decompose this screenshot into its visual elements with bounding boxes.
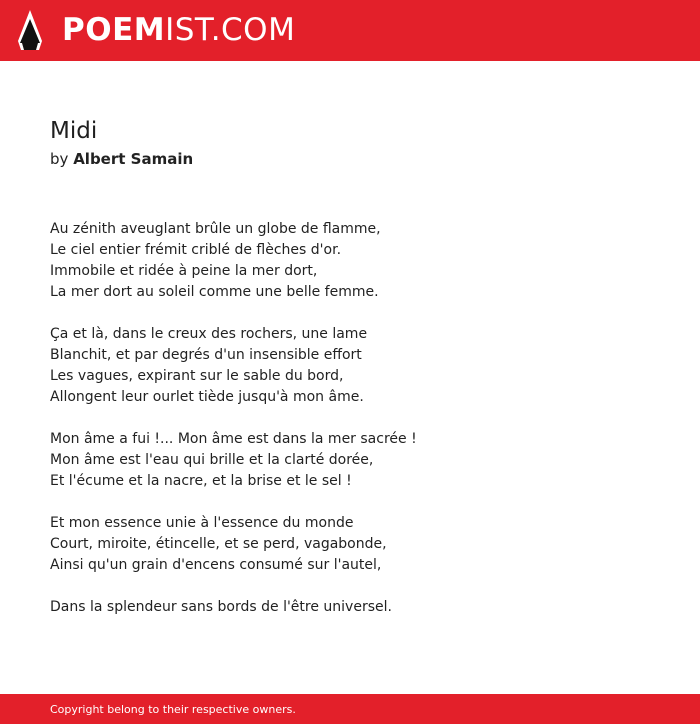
site-footer xyxy=(0,694,700,724)
poem-line: Mon âme a fui !... Mon âme est dans la mer sacrée ! xyxy=(50,431,417,447)
poem-line: Ainsi qu'un grain d'encens consumé sur l'autel, xyxy=(50,557,382,573)
site-logo-text[interactable] xyxy=(62,12,295,48)
logo-strong-text: POEM xyxy=(62,12,166,48)
author-name: Albert Samain xyxy=(73,150,194,168)
poem-body xyxy=(50,219,650,639)
poem-line: Court, miroite, étincelle, et se perd, vagabonde, xyxy=(50,536,387,552)
byline xyxy=(50,149,193,169)
stanza xyxy=(50,429,650,492)
stanza xyxy=(50,324,650,408)
poem-line: Ça et là, dans le creux des rochers, une lame xyxy=(50,326,368,342)
poem-line: Immobile et ridée à peine la mer dort, xyxy=(50,263,318,279)
poem-line: Et l'écume et la nacre, et la brise et le sel ! xyxy=(50,473,352,489)
poem-line: Le ciel entier frémit criblé de flèches d'or. xyxy=(50,242,342,258)
poem-line: Au zénith aveuglant brûle un globe de flamme, xyxy=(50,221,381,237)
poem-line: Et mon essence unie à l'essence du monde xyxy=(50,515,354,531)
poem-line: Dans la splendeur sans bords de l'être universel. xyxy=(50,599,392,615)
copyright-text: Copyright belong to their respective owners. xyxy=(50,703,296,716)
poem-line: Les vagues, expirant sur le sable du bord, xyxy=(50,368,344,384)
byline-prefix: by xyxy=(50,150,69,168)
site-header xyxy=(0,0,700,61)
logo-light-text: IST.COM xyxy=(165,12,296,48)
pencil-logo-icon[interactable] xyxy=(18,10,42,50)
stanza xyxy=(50,513,650,576)
poem-line: La mer dort au soleil comme une belle femme. xyxy=(50,284,379,300)
poem-title: Midi xyxy=(50,118,98,144)
poem-line: Blanchit, et par degrés d'un insensible effort xyxy=(50,347,362,363)
stanza xyxy=(50,219,650,303)
poem-line: Allongent leur ourlet tiède jusqu'à mon âme. xyxy=(50,389,364,405)
stanza xyxy=(50,597,650,618)
poem-line: Mon âme est l'eau qui brille et la clarté dorée, xyxy=(50,452,374,468)
